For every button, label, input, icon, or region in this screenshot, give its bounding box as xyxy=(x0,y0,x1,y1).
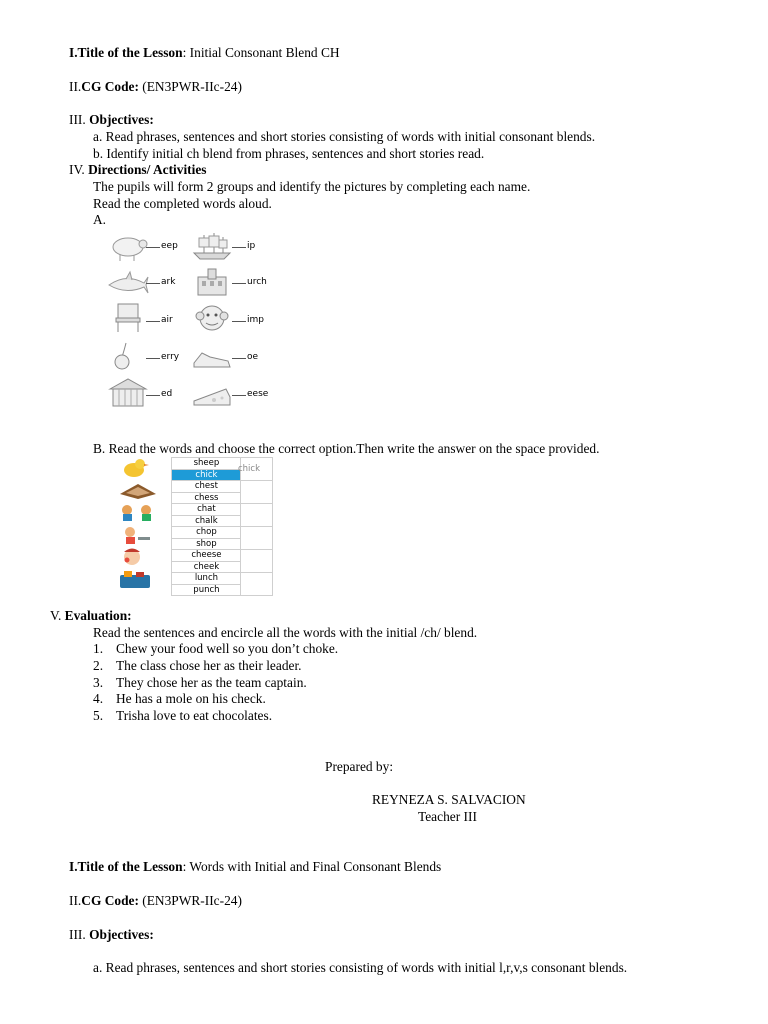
chair-picture-icon xyxy=(106,303,150,333)
lesson1-cg-code: II.CG Code: (EN3PWR-IIc-24) xyxy=(69,79,242,94)
part-b-option-3a[interactable]: chat xyxy=(172,504,241,516)
shark-picture-icon xyxy=(106,269,150,299)
part-b-option-6b[interactable]: punch xyxy=(172,584,241,596)
lesson1-objective-b: b. Identify initial ch blend from phrases, sentences and short stories read. xyxy=(93,146,485,161)
part-a-word-3-right: imp xyxy=(232,315,264,326)
part-b-option-1b-selected[interactable]: chick xyxy=(172,469,241,481)
lesson1-directions-line2: Read the completed words aloud. xyxy=(93,196,272,211)
part-a-word-5-left: ed xyxy=(146,389,172,400)
part-b-instruction: B. Read the words and choose the correct option.Then write the answer on the space provided. xyxy=(93,441,600,456)
part-a-word-1-right: ip xyxy=(232,241,255,252)
part-b-option-5b[interactable]: cheek xyxy=(172,561,241,573)
part-a-word-2-right: urch xyxy=(232,277,267,288)
evaluation-item-4: 4. He has a mole on his check. xyxy=(93,691,266,706)
lesson1-title: I.Title of the Lesson: Initial Consonant Blend CH xyxy=(69,45,340,60)
lesson2-cg-code: II.CG Code: (EN3PWR-IIc-24) xyxy=(69,893,242,908)
part-a-word-1-left: eep xyxy=(146,241,178,252)
prepared-by-label: Prepared by: xyxy=(325,759,394,774)
part-a-label: A. xyxy=(93,212,107,227)
part-a-word-4-right: oe xyxy=(232,352,258,363)
evaluation-instruction: Read the sentences and encircle all the words with the initial /ch/ blend. xyxy=(93,625,478,640)
lesson1-objectives-heading: III. Objectives: xyxy=(69,112,154,127)
part-b-option-3b[interactable]: chalk xyxy=(172,515,241,527)
lesson1-directions-line1: The pupils will form 2 groups and identify the pictures by completing each name. xyxy=(93,179,531,194)
part-a-picture-grid xyxy=(104,231,274,413)
part-b-option-5a[interactable]: cheese xyxy=(172,550,241,562)
shoe-picture-icon xyxy=(190,343,234,373)
part-b-option-1a[interactable]: sheep xyxy=(172,458,241,470)
part-b-option-4b[interactable]: shop xyxy=(172,538,241,550)
lesson2-objective-a: a. Read phrases, sentences and short stories consisting of words with initial l,r,v,s consonant blends. xyxy=(93,960,628,975)
ship-picture-icon xyxy=(190,231,234,261)
part-b-sample-answer: chick xyxy=(238,464,261,474)
church-picture-icon xyxy=(190,267,234,297)
teacher-title: Teacher III xyxy=(418,809,477,824)
lesson2-objectives-heading: III. Objectives: xyxy=(69,927,154,942)
part-a-word-4-left: erry xyxy=(146,352,179,363)
evaluation-item-2: 2. The class chose her as their leader. xyxy=(93,658,302,673)
cheese-picture-icon xyxy=(190,379,234,409)
sheep-picture-icon xyxy=(106,233,150,263)
part-b-option-2a[interactable]: chest xyxy=(172,481,241,493)
chimp-picture-icon xyxy=(190,303,234,333)
lesson1-directions-heading: IV. Directions/ Activities xyxy=(69,162,207,177)
evaluation-heading: V. Evaluation: xyxy=(50,608,132,623)
teacher-name: REYNEZA S. SALVACION xyxy=(372,792,526,807)
shed-picture-icon xyxy=(106,377,150,407)
evaluation-item-1: 1. Chew your food well so you don’t choke. xyxy=(93,641,339,656)
evaluation-item-5: 5. Trisha love to eat chocolates. xyxy=(93,708,273,723)
part-b-option-4a[interactable]: chop xyxy=(172,527,241,539)
part-b-option-6a[interactable]: lunch xyxy=(172,573,241,585)
part-b-table xyxy=(118,457,273,595)
cherry-picture-icon xyxy=(106,341,150,371)
part-a-word-5-right: eese xyxy=(232,389,268,400)
part-b-option-2b[interactable]: chess xyxy=(172,492,241,504)
lesson2-title: I.Title of the Lesson: Words with Initial and Final Consonant Blends xyxy=(69,859,442,874)
part-a-word-2-left: ark xyxy=(146,277,175,288)
part-a-word-3-left: air xyxy=(146,315,173,326)
lesson1-objective-a: a. Read phrases, sentences and short stories consisting of words with initial consonant blends. xyxy=(93,129,596,144)
evaluation-item-3: 3. They chose her as the team captain. xyxy=(93,675,307,690)
